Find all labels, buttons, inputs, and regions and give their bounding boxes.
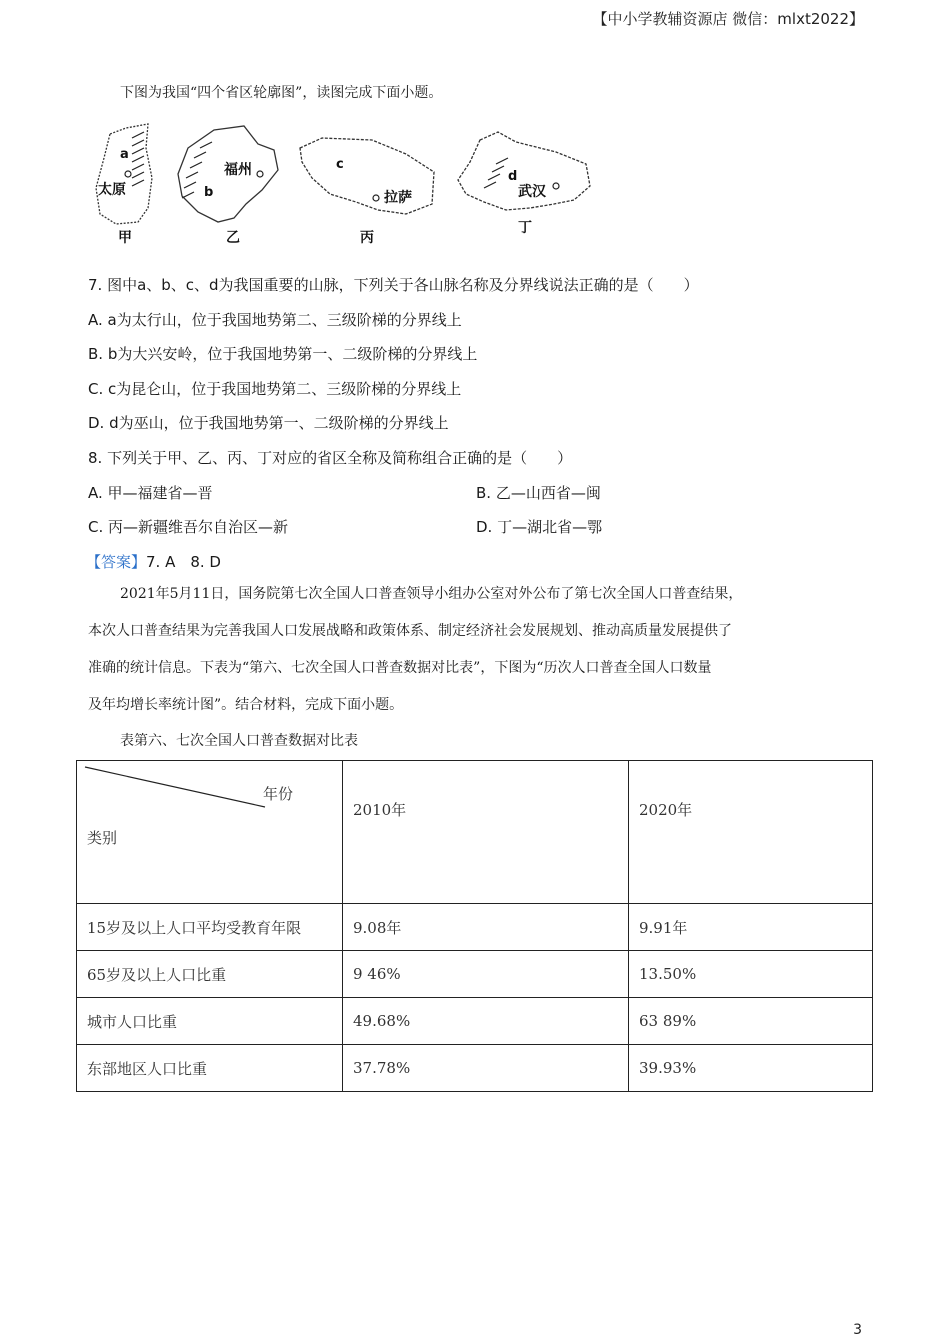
- header-col-2020: 2020年: [629, 761, 873, 904]
- map-ding-mountain: d: [508, 169, 518, 184]
- answer-label: 【答案】: [86, 553, 147, 571]
- passage-line-2: 本次人口普查结果为完善我国人口发展战略和政策体系、制定经济社会发展规划、推动高质量发展提供了: [88, 623, 732, 639]
- map-bing-caption: 丙: [360, 230, 374, 246]
- map-ding: [458, 132, 590, 236]
- map-ding-city: 武汉: [518, 184, 546, 200]
- table-row: [77, 951, 873, 998]
- row-2010-value: 9 46%: [343, 951, 629, 998]
- table-row: [77, 1045, 873, 1092]
- table-row: [77, 998, 873, 1045]
- row-2020-value: 39.93%: [629, 1045, 873, 1092]
- passage-line-4: 及年均增长率统计图”。结合材料，完成下面小题。: [88, 697, 404, 713]
- row-2010-value: 49.68%: [343, 998, 629, 1045]
- map-jia-mountain: a: [120, 147, 129, 162]
- watermark: 【中小学教辅资源店 微信：mlxt2022】: [592, 10, 864, 28]
- header-year-label: 年份: [263, 785, 294, 803]
- map-jia: [96, 124, 152, 246]
- map-yi-mountain: b: [204, 185, 214, 200]
- map-yi-caption: 乙: [226, 230, 240, 246]
- passage-line-1: 2021年5月11日，国务院第七次全国人口普查领导小组办公室对外公布了第七次全国人口普查结果，: [120, 586, 743, 602]
- q7-option-a[interactable]: A. a为太行山，位于我国地势第二、三级阶梯的分界线上: [88, 311, 462, 329]
- map-ding-caption: 丁: [518, 220, 532, 236]
- table-header-row: [77, 761, 873, 904]
- q7-stem: 7. 图中a、b、c、d为我国重要的山脉，下列关于各山脉名称及分界线说法正确的是（ ）: [88, 276, 699, 294]
- header-col-2010: 2010年: [343, 761, 629, 904]
- q7-option-c[interactable]: C. c为昆仑山，位于我国地势第二、三级阶梯的分界线上: [88, 380, 462, 398]
- row-2020-value: 13.50%: [629, 951, 873, 998]
- map-yi-city: 福州: [224, 162, 252, 178]
- row-category: 城市人口比重: [77, 998, 343, 1045]
- map-jia-city: 太原: [98, 182, 126, 198]
- row-2010-value: 9.08年: [343, 904, 629, 951]
- header-category-label: 类别: [87, 829, 118, 847]
- q8-option-d[interactable]: D. 丁—湖北省—鄂: [476, 518, 603, 536]
- row-category: 东部地区人口比重: [77, 1045, 343, 1092]
- header-diagonal-cell: [77, 761, 343, 904]
- passage-line-3: 准确的统计信息。下表为“第六、七次全国人口普查数据对比表”，下图为“历次人口普查全国人口数量: [88, 660, 712, 676]
- map-jia-caption: 甲: [118, 230, 132, 246]
- row-2020-value: 63 89%: [629, 998, 873, 1045]
- page-number: 3: [853, 1322, 862, 1338]
- map-intro: 下图为我国“四个省区轮廓图”，读图完成下面小题。: [120, 85, 443, 101]
- q8-option-c[interactable]: C. 丙—新疆维吾尔自治区—新: [88, 518, 289, 536]
- map-bing-city: 拉萨: [384, 190, 412, 206]
- row-2020-value: 9.91年: [629, 904, 873, 951]
- province-outline-maps: [86, 118, 606, 246]
- q8-stem: 8. 下列关于甲、乙、丙、丁对应的省区全称及简称组合正确的是（ ）: [88, 449, 573, 467]
- row-category: 15岁及以上人口平均受教育年限: [77, 904, 343, 951]
- answer-line: [86, 551, 221, 572]
- census-table: [76, 760, 873, 1092]
- q8-option-a[interactable]: A. 甲—福建省—晋: [88, 484, 213, 502]
- diagonal-divider: [77, 761, 342, 865]
- table-row: [77, 904, 873, 951]
- census-passage: [88, 576, 868, 724]
- table-caption: 表第六、七次全国人口普查数据对比表: [120, 733, 358, 749]
- answer-text: 7. A 8. D: [146, 553, 221, 571]
- q7-option-b[interactable]: B. b为大兴安岭，位于我国地势第一、二级阶梯的分界线上: [88, 345, 478, 363]
- map-bing-mountain: c: [336, 157, 344, 172]
- map-yi: [178, 126, 278, 246]
- q8-option-b[interactable]: B. 乙—山西省—闽: [476, 484, 601, 502]
- row-2010-value: 37.78%: [343, 1045, 629, 1092]
- map-bing: [300, 138, 434, 246]
- row-category: 65岁及以上人口比重: [77, 951, 343, 998]
- q7-option-d[interactable]: D. d为巫山，位于我国地势第一、二级阶梯的分界线上: [88, 414, 449, 432]
